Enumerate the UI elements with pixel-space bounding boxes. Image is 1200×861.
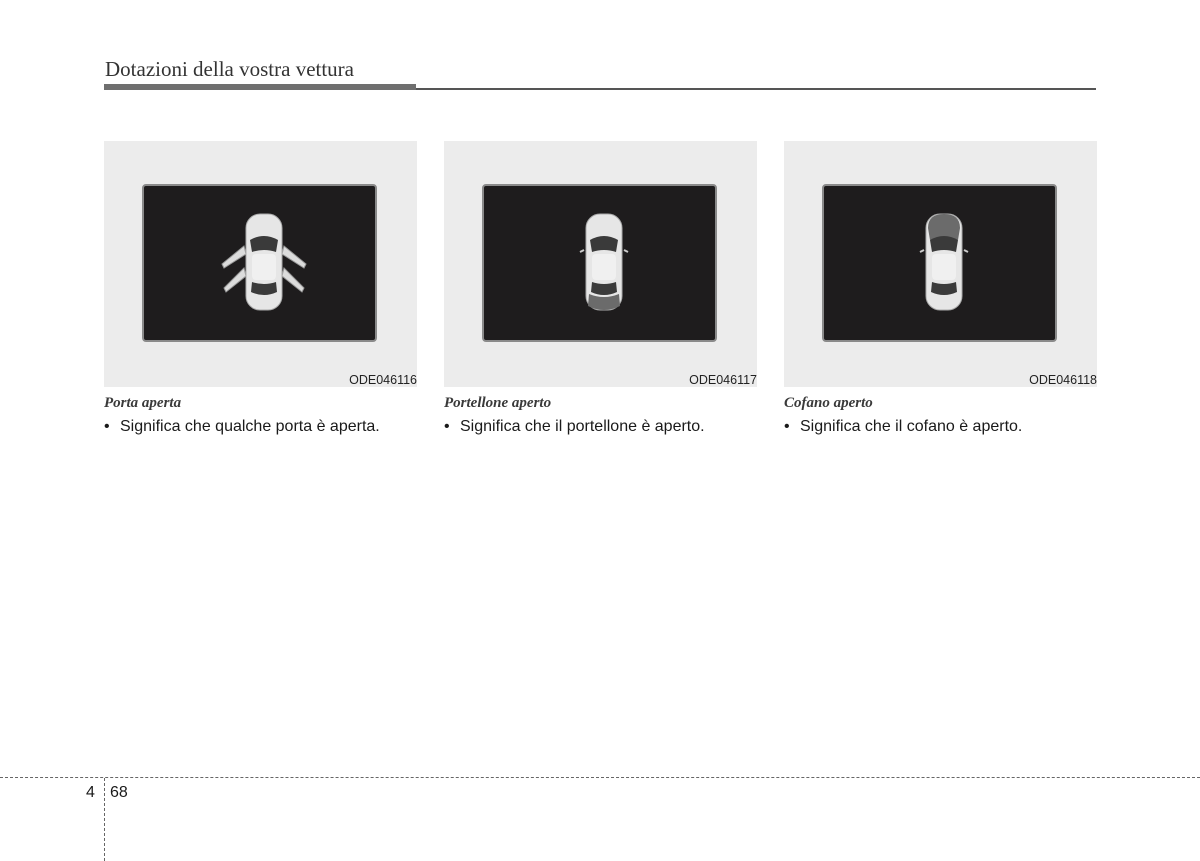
- footer-dashed-rule: [0, 777, 1200, 778]
- figure-caption: Cofano aperto: [784, 395, 873, 411]
- bullet-dot: •: [784, 418, 790, 435]
- cluster-display: [822, 184, 1057, 342]
- bullet-text: Significa che il portellone è aperto.: [460, 418, 705, 435]
- car-hood-open-icon: [884, 206, 1004, 318]
- footer-dashed-divider: [104, 778, 105, 861]
- cluster-display: [142, 184, 377, 342]
- bullet-dot: •: [444, 418, 450, 435]
- car-doors-open-icon: [204, 206, 324, 318]
- car-trunk-open-icon: [544, 206, 664, 318]
- figure-caption: Portellone aperto: [444, 395, 552, 411]
- page-number: 68: [110, 784, 128, 801]
- page-header-title: Dotazioni della vostra vettura: [105, 57, 354, 81]
- bullet-text: Significa che qualche porta è aperta.: [120, 418, 380, 435]
- header-rule-thin: [416, 88, 1096, 90]
- figure-code: ODE046116: [349, 373, 417, 387]
- cluster-display: [482, 184, 717, 342]
- figure-hood-open: [784, 141, 1097, 387]
- bullet-item: [104, 418, 380, 436]
- figure-trunk-open: [444, 141, 757, 387]
- bullet-item: [444, 418, 705, 436]
- figure-code: ODE046118: [1029, 373, 1097, 387]
- figure-caption: Porta aperta: [104, 395, 182, 411]
- bullet-text: Significa che il cofano è aperto.: [800, 418, 1023, 435]
- bullet-dot: •: [104, 418, 110, 435]
- figure-code: ODE046117: [689, 373, 757, 387]
- header-rule-thick: [104, 84, 416, 90]
- figure-door-open: [104, 141, 417, 387]
- bullet-item: [784, 418, 1022, 436]
- chapter-number: 4: [86, 784, 95, 801]
